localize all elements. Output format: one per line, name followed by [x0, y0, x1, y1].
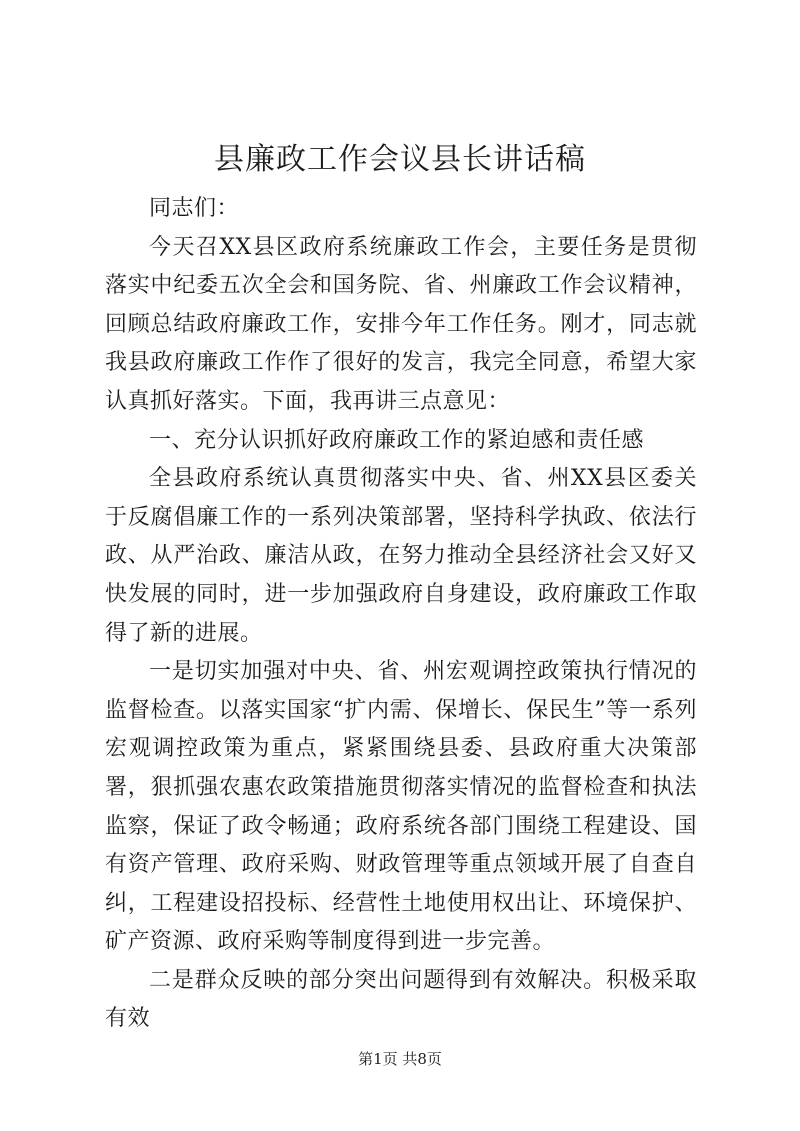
document-body [105, 190, 697, 1039]
paragraph-point-1: 一是切实加强对中央、省、州宏观调控政策执行情况的监督检查。以落实国家“扩内需、保增长、保民生”等一系列宏观调控政策为重点，紧紧围绕县委、县政府重大决策部署，狠抓强农惠农政策措施贯彻落实情况的监督检查和执法监察，保证了政令畅通；政府系统各部门围绕工程建设、国有资产管理、政府采购、财政管理等重点领域开展了自查自纠，工程建设招投标、经营性土地使用权出让、环境保护、矿产资源、政府采购等制度得到进一步完善。 [105, 659, 697, 955]
salutation: 同志们： [149, 196, 240, 221]
page-footer: 第1页 共8页 [358, 1050, 442, 1068]
paragraph-overview: 全县政府系统认真贯彻落实中央、省、州XX县区委关于反腐倡廉工作的一系列决策部署，坚持科学执政、依法行政、从严治政、廉洁从政，在努力推动全县经济社会又好又快发展的同时，进一步加强政府自身建设，政府廉政工作取得了新的进展。 [105, 466, 697, 646]
paragraph-point-2: 二是群众反映的部分突出问题得到有效解决。积极采取有效 [105, 967, 697, 1032]
document-title: 县廉政工作会议县长讲话稿 [214, 142, 586, 177]
section-heading-1: 一、充分认识抓好政府廉政工作的紧迫感和责任感 [149, 427, 645, 453]
paragraph-intro: 今天召XX县区政府系统廉政工作会，主要任务是贯彻落实中纪委五次全会和国务院、省、州廉政工作会议精神，回顾总结政府廉政工作，安排今年工作任务。刚才，同志就我县政府廉政工作作了很好的发言，我完全同意，希望大家认真抓好落实。下面，我再讲三点意见： [105, 234, 697, 414]
